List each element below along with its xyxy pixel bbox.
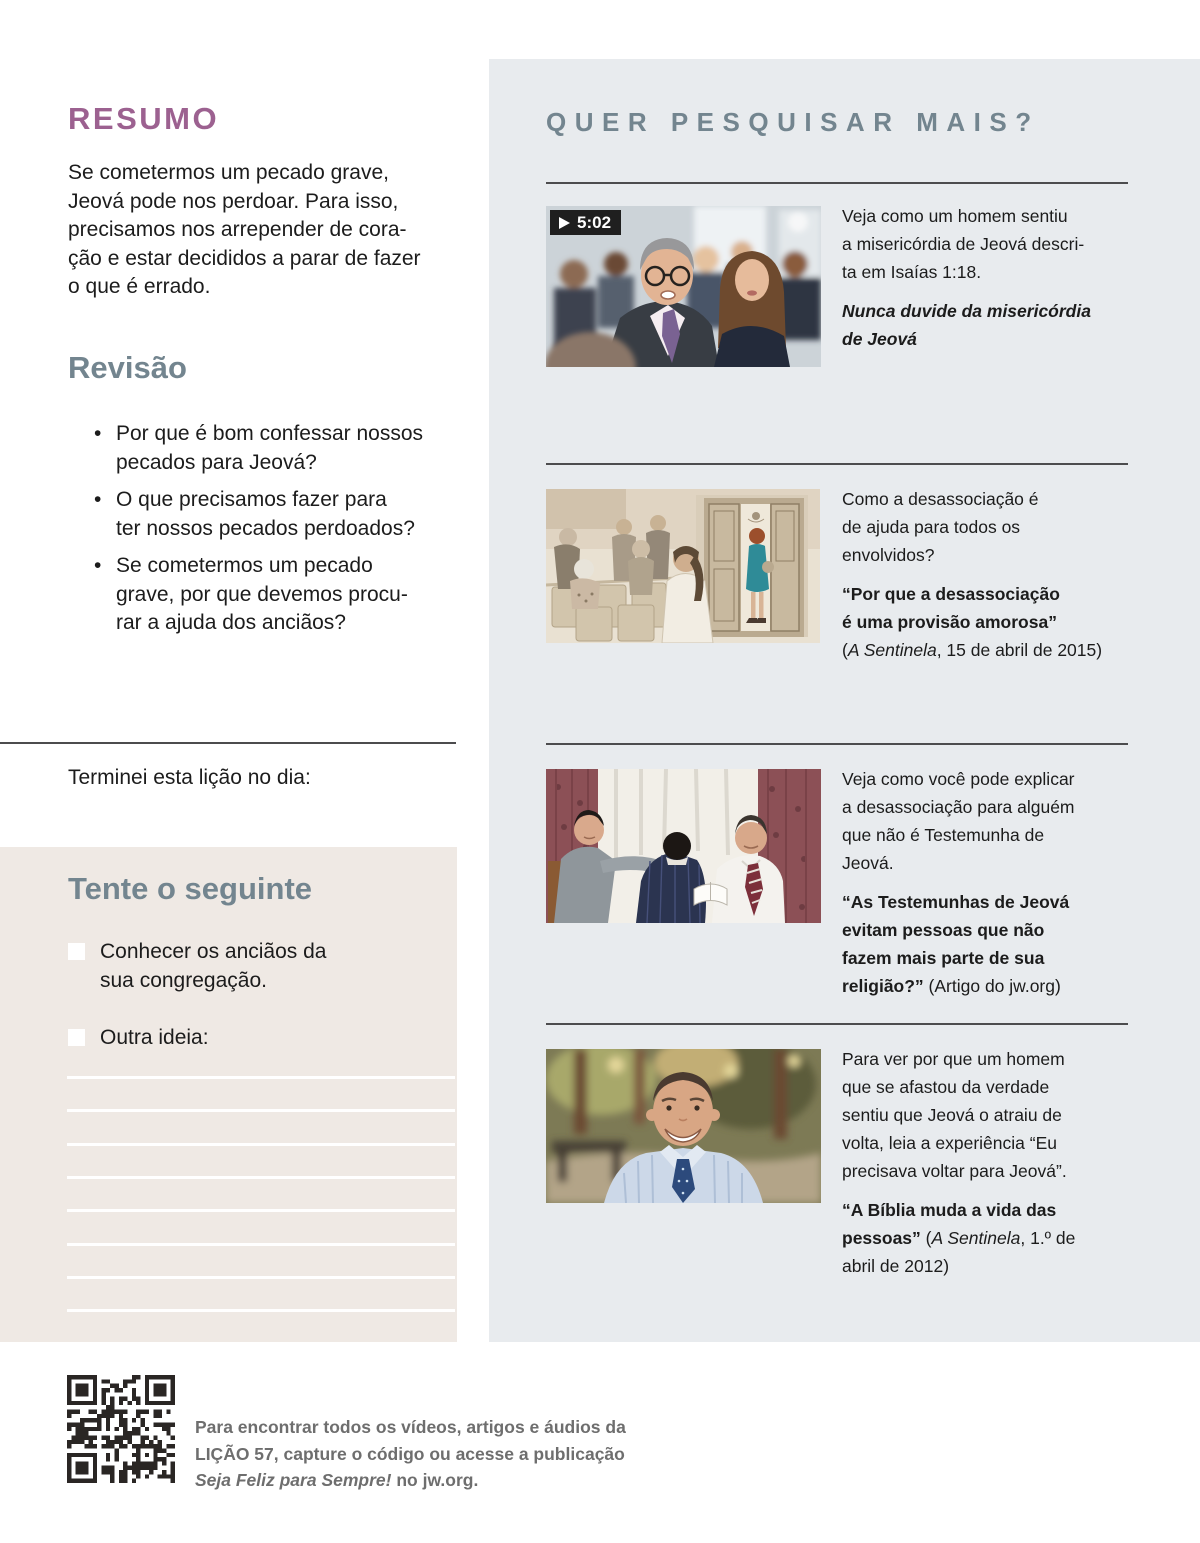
research-item bbox=[546, 769, 1136, 996]
write-line[interactable] bbox=[67, 1309, 455, 1312]
play-icon bbox=[559, 217, 570, 229]
item-reference: Nunca duvide da misericórdia de Jeová bbox=[842, 301, 1091, 349]
checklist-item bbox=[68, 938, 326, 995]
elders-comforting-photo bbox=[546, 769, 821, 923]
bullet-icon: • bbox=[94, 488, 102, 511]
resumo-paragraph: Se cometermos um pecado grave, Jeová pode nos perdoar. Para isso, precisamos nos arrepender de cora- ção e estar decididos a parar de fazer o que é errado. bbox=[68, 161, 421, 298]
research-heading: QUER PESQUISAR MAIS? bbox=[546, 107, 1040, 137]
research-panel bbox=[489, 59, 1200, 1342]
write-line[interactable] bbox=[67, 1109, 455, 1112]
video-thumbnail-image[interactable] bbox=[546, 206, 821, 367]
section-divider bbox=[546, 1023, 1128, 1025]
bullet-icon: • bbox=[94, 554, 102, 577]
footer-caption: Para encontrar todos os vídeos, artigos e áudios da LIÇÃO 57, capture o código ou acesse a publicação Seja Feliz para Sempre! no jw.org. bbox=[195, 1417, 626, 1490]
checklist-label: Conhecer os anciãos da sua congregação. bbox=[100, 940, 327, 992]
bullet-icon: • bbox=[94, 422, 102, 445]
review-questions bbox=[94, 420, 423, 647]
section-divider bbox=[546, 743, 1128, 745]
checkbox[interactable] bbox=[68, 1029, 85, 1046]
completion-date-label: Terminei esta lição no dia: bbox=[68, 766, 311, 789]
left-divider bbox=[0, 742, 456, 744]
review-question: • Se cometermos um pecado grave, por que devemos procu- rar a ajuda dos anciãos? bbox=[94, 552, 423, 638]
checklist-label: Outra ideia: bbox=[100, 1026, 209, 1049]
try-this-box bbox=[0, 847, 457, 1342]
section-divider bbox=[546, 463, 1128, 465]
write-line[interactable] bbox=[67, 1243, 455, 1246]
elders-photo-image bbox=[546, 769, 821, 923]
review-question: • O que precisamos fazer para ter nossos pecados perdoados? bbox=[94, 486, 423, 543]
resumo-heading: RESUMO bbox=[68, 101, 220, 136]
research-item bbox=[546, 1049, 1136, 1276]
research-item bbox=[546, 489, 1136, 660]
item-reference: “As Testemunhas de Jeová evitam pessoas que não fazem mais parte de sua religião?” (Artigo do jw.org) bbox=[842, 892, 1070, 996]
kingdom-hall-illustration bbox=[546, 489, 820, 643]
write-line[interactable] bbox=[67, 1076, 455, 1079]
item-reference: “Por que a desassociação é uma provisão amorosa” (A Sentinela, 15 de abril de 2015) bbox=[842, 584, 1103, 660]
video-duration-badge: 5:02 bbox=[550, 210, 621, 235]
item-description: Veja como um homem sentiu a misericórdia de Jeová descri- ta em Isaías 1:18. bbox=[842, 206, 1085, 282]
write-line[interactable] bbox=[67, 1143, 455, 1146]
write-line[interactable] bbox=[67, 1176, 455, 1179]
research-item bbox=[546, 206, 1136, 367]
qr-code[interactable] bbox=[67, 1375, 175, 1483]
checkbox[interactable] bbox=[68, 943, 85, 960]
item-reference: “A Bíblia muda a vida das pessoas” (A Sentinela, 1.º de abril de 2012) bbox=[842, 1200, 1076, 1276]
review-question: • Por que é bom confessar nossos pecados para Jeová? bbox=[94, 420, 423, 477]
write-line[interactable] bbox=[67, 1209, 455, 1212]
try-this-heading: Tente o seguinte bbox=[68, 871, 313, 906]
article-illustration-image bbox=[546, 489, 820, 643]
item-description: Como a desassociação é de ajuda para todos os envolvidos? bbox=[842, 489, 1039, 565]
smiling-man-portrait-photo bbox=[546, 1049, 821, 1203]
item-description: Veja como você pode explicar a desassociação para alguém que não é Testemunha de Jeová. bbox=[842, 769, 1075, 873]
section-divider bbox=[546, 182, 1128, 184]
revisao-heading: Revisão bbox=[68, 350, 187, 385]
portrait-photo-image bbox=[546, 1049, 821, 1203]
checklist-item bbox=[68, 1024, 209, 1053]
write-line[interactable] bbox=[67, 1276, 455, 1279]
item-description: Para ver por que um homem que se afastou da verdade sentiu que Jeová o atraiu de volta, leia a experiência “Eu precisava voltar para Jeová”. bbox=[842, 1049, 1067, 1181]
